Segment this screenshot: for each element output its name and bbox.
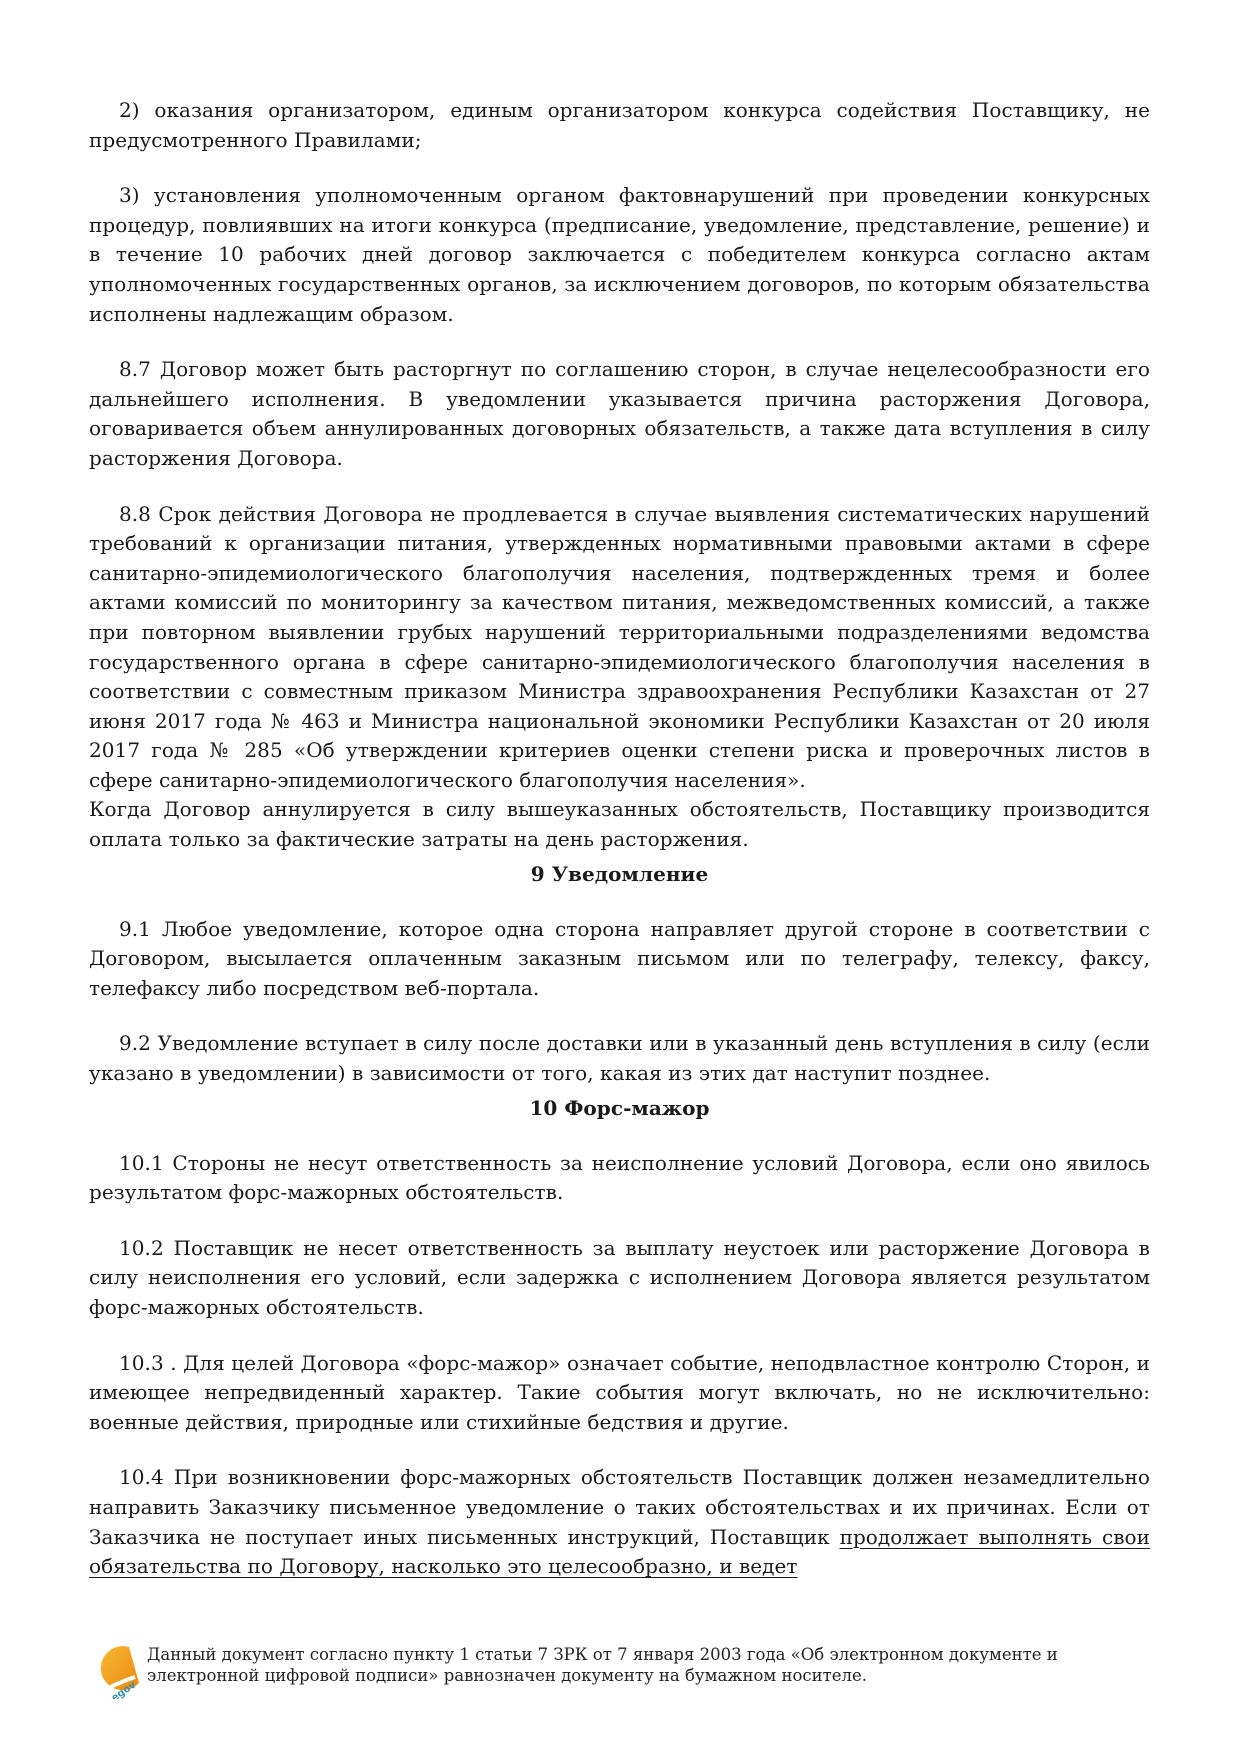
paragraph-clause-10-3: 10.3 . Для целей Договора «форс-мажор» означает событие, неподвластное контролю Сторон, и имеющее непредвиденный характер. Такие события могут включать, но не исключительно: военные действия, природные или стихийные бедствия и другие. [89, 1350, 1150, 1434]
paragraph-item-3: 3) установления уполномоченным органом фактовнарушений при проведении конкурсных процедур, повлиявших на итоги конкурса (предписание, уведомление, представление, решение) и в течение 10 рабочих дней договор заключается с победителем конкурса согласно актам уполномоченных государственных органов, за исключением договоров, по которым обязательства исполнены надлежащим образом. [89, 183, 1150, 326]
egov-sun-logo-icon [95, 1643, 143, 1699]
paragraph-clause-8-7: 8.7 Договор может быть расторгнут по соглашению сторон, в случае нецелесообразности его дальнейшего исполнения. В уведомлении указывается причина расторжения Договора, оговаривается объем аннулированных договорных обязательств, а также дата вступления в силу расторжения Договора. [89, 357, 1150, 470]
paragraph-clause-10-2: 10.2 Поставщик не несет ответственность за выплату неустоек или расторжение Договора в силу неисполнения его условий, если задержка с исполнением Договора является результатом форс-мажорных обстоятельств. [89, 1235, 1150, 1319]
paragraph-clause-9-2: 9.2 Уведомление вступает в силу после доставки или в указанный день вступления в силу (если указано в уведомлении) в зависимости от того, какая из этих дат наступит позднее. [89, 1031, 1150, 1086]
disclaimer-line-2: электронной цифровой подписи» равнозначен документу на бумажном носителе. [147, 1666, 868, 1685]
e-signature-footer [95, 1643, 1155, 1699]
disclaimer-line-1: Данный документ согласно пункту 1 статьи 7 ЗРК от 7 января 2003 года «Об электронном документе и [147, 1645, 1058, 1664]
document-page [89, 96, 1150, 1582]
paragraph-clause-10-1: 10.1 Стороны не несут ответственность за неисполнение условий Договора, если оно явилось результатом форс-мажорных обстоятельств. [89, 1150, 1150, 1205]
paragraph-clause-8-8: 8.8 Срок действия Договора не продлевается в случае выявления систематических нарушений требований к организации питания, утвержденных нормативными правовыми актами в сфере санитарно-эпидемиологического благополучия населения, подтвержденных тремя и более актами комиссий по мониторингу за качеством питания, межведомственных комиссий, а также при повторном выявлении грубых нарушений территориальными подразделениями ведомства государственного органа в сфере санитарно-эпидемиологического благополучия населения в соответствии с совместным приказом Министра здравоохранения Республики Казахстан от 27 июня 2017 года № 463 и Министра национальной экономики Республики Казахстан от 20 июля 2017 года № 285 «Об утверждении критериев оценки степени риска и проверочных листов в сфере санитарно-эпидемиологического благополучия населения». [89, 501, 1150, 792]
paragraph-clause-10-4-text: 10.4 При возникновении форс-мажорных обстоятельств Поставщик должен незамедлительно направить Заказчику письменное уведомление о таких обстоятельствах и их причинах. Если от Заказчика не поступает иных письменных инструкций, Поставщик [89, 1465, 1150, 1549]
paragraph-clause-8-8-continuation: Когда Договор аннулируется в силу вышеуказанных обстоятельств, Поставщику производится оплата только за фактические затраты на день расторжения. [89, 797, 1150, 852]
paragraph-clause-10-4 [89, 1463, 1150, 1581]
paragraph-clause-10-4-underlined-text: продолжает выполнять свои обязательства по Договору, насколько это целесообразно, и ведет [89, 1524, 1150, 1579]
section-heading-force-majeure: 10 Форс-мажор [529, 1095, 710, 1120]
paragraph-item-2: 2) оказания организатором, единым организатором конкурса содействия Поставщику, не предусмотренного Правилами; [89, 98, 1150, 152]
svg-text:egov: egov [109, 1679, 139, 1699]
section-heading-notification: 9 Уведомление [530, 861, 709, 886]
paragraph-clause-9-1: 9.1 Любое уведомление, которое одна сторона направляет другой стороне в соответствии с Договором, высылается оплаченным заказным письмом или по телеграфу, телексу, факсу, телефаксу либо посредством веб-портала. [89, 916, 1150, 1000]
e-signature-disclaimer [147, 1644, 1058, 1686]
